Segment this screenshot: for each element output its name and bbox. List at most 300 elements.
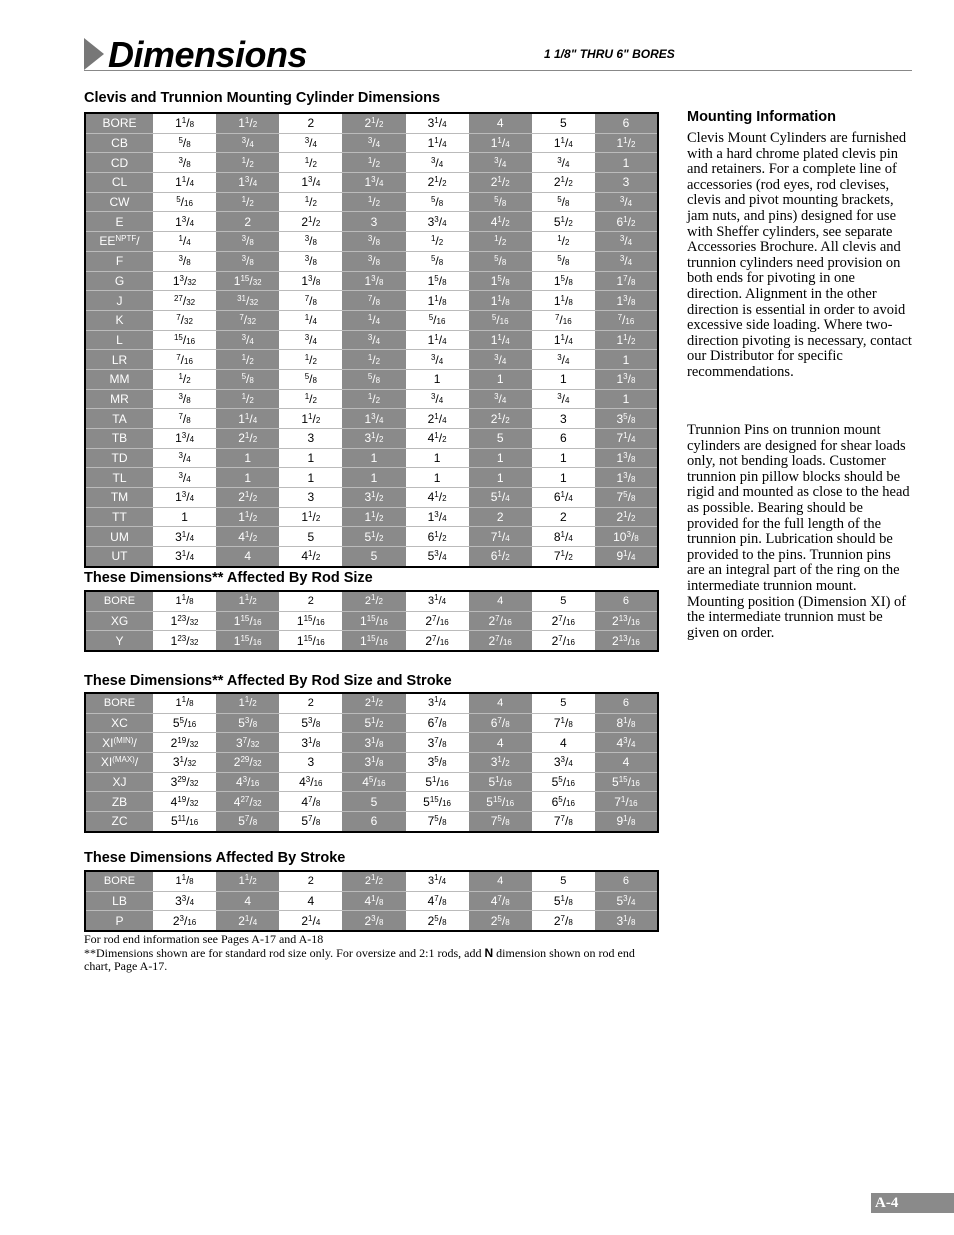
table-cell: $5^{11}/16$ [170, 814, 199, 829]
row-label: LB [85, 891, 153, 911]
table-cell: 4 [216, 891, 279, 911]
table-cell: $4^1/2$ [427, 431, 447, 446]
table-cell: 6 [595, 693, 658, 713]
table-cell: $6^5/16$ [551, 794, 575, 809]
table-cell: $1^3/8$ [301, 273, 321, 288]
table-cell: 5 [469, 429, 532, 449]
table-cell: $3^1/8$ [342, 733, 405, 753]
table-cell: 1 [595, 153, 658, 173]
table-cell: 5 [307, 529, 315, 544]
table-cell: 6 [595, 591, 658, 611]
table-cell: 1 [559, 451, 567, 466]
table-cell: $8^1/4$ [553, 529, 573, 544]
table-cell: $^3$/8 [216, 232, 279, 252]
table-cell: $^{31}$/32 [216, 291, 279, 311]
table-row [85, 350, 658, 370]
table-cell: $1^5/8$ [469, 271, 532, 291]
table-cell: $5^7/8$ [301, 814, 321, 829]
row-label: CB [85, 133, 153, 153]
table-cell: 1 [469, 468, 532, 488]
table-row [85, 507, 658, 527]
table-cell: $3^7/8$ [427, 735, 447, 750]
table-cell: 6 [559, 431, 567, 446]
table-cell: $^3$/4 [216, 330, 279, 350]
dimension-table [84, 112, 659, 568]
row-label: UT [85, 547, 153, 567]
table-cell: $8^1/8$ [595, 713, 658, 733]
table-row [85, 812, 658, 832]
table-cell: $2^1/4$ [301, 913, 321, 928]
arrow-icon [84, 38, 104, 70]
table-cell: $^1$/2 [304, 391, 317, 406]
table-cell: 4 [469, 591, 532, 611]
table-cell: $5^1/2$ [553, 214, 573, 229]
table-cell: 4 [469, 693, 532, 713]
table-cell: $1^3/4$ [301, 175, 321, 190]
table-row [85, 693, 658, 713]
table-row [85, 871, 658, 891]
table-cell: $2^1/2$ [342, 113, 405, 133]
page-header [84, 34, 912, 75]
table-cell: $3^1/4$ [175, 549, 195, 564]
table-cell: $3^1/8$ [301, 735, 321, 750]
table-cell: $2^{13}/16$ [595, 631, 658, 651]
row-label: L [85, 330, 153, 350]
footnotes [84, 933, 644, 974]
table-cell: $1^3/8$ [595, 291, 658, 311]
row-label: TM [85, 488, 153, 508]
table-cell: 2 [216, 212, 279, 232]
table-cell: $5^1/8$ [553, 894, 573, 909]
table-cell: $^5$/8 [216, 369, 279, 389]
row-label: MM [85, 369, 153, 389]
table-cell: $1^3/32$ [172, 273, 197, 288]
table-cell: $1^1/2$ [216, 113, 279, 133]
table-cell: 5 [560, 697, 567, 710]
table-cell: $7^1/16$ [595, 792, 658, 812]
table-cell: $3^7/32$ [216, 733, 279, 753]
row-label: TL [85, 468, 153, 488]
table-cell: $2^7/16$ [469, 631, 532, 651]
table-cell: $5^3/4$ [595, 891, 658, 911]
table-row [85, 212, 658, 232]
table-cell: $^7$/32 [176, 313, 193, 328]
table-cell: $2^1/2$ [595, 507, 658, 527]
table-cell: $2^7/16$ [469, 611, 532, 631]
table-title: Clevis and Trunnion Mounting Cylinder Dimensions [84, 90, 441, 106]
row-label: E [85, 212, 153, 232]
table-cell: $5^{15}/16$ [595, 772, 658, 792]
table-cell: 2 [307, 116, 315, 131]
table-cell: $1^1/2$ [595, 330, 658, 350]
table-cell: $3^1/8$ [595, 911, 658, 931]
table-cell: $1^1/8$ [469, 291, 532, 311]
table-cell: $^1$/2 [342, 192, 405, 212]
table-cell: 1 [595, 350, 658, 370]
table-cell: $3^1/2$ [342, 488, 405, 508]
row-label: TB [85, 429, 153, 449]
table-cell: 2 [307, 875, 314, 888]
table-cell: $^3$/4 [595, 232, 658, 252]
footnote-dimension-n: N [484, 945, 494, 960]
table-cell: 1 [216, 448, 279, 468]
table-cell: $^1$/2 [304, 155, 317, 170]
table-cell: $2^1/2$ [216, 488, 279, 508]
table-cell: $5^3/8$ [216, 713, 279, 733]
table-title: These Dimensions Affected By Stroke [84, 850, 346, 866]
page-number: A-4 [871, 1193, 954, 1213]
row-label: CL [85, 173, 153, 193]
table-cell: $^5$/8 [342, 369, 405, 389]
table-cell: 2 [307, 697, 314, 710]
table-cell: $7^1/2$ [553, 549, 573, 564]
mounting-info-paragraph-2: Trunnion Pins on trunnion mount cylinders are designed for shear loads only, not bending loads. Customer trunnion pin pillow blocks should be rigid and mounted as close to the head as possible. Bearing should be provided for the full length of the trunnion pin. Lubrication should be provided to the pins. Trunnion pins are an integral part of the ring on the intermediate trunnion mount. Mounting position (Dimension XI) of the intermediate trunnion must be given on order. [687, 422, 910, 641]
table-cell: $2^1/2$ [216, 429, 279, 449]
table-cell: $4^5/16$ [342, 772, 405, 792]
table-cell: $^3$/8 [178, 391, 191, 406]
table-cell: $1^1/2$ [216, 591, 279, 611]
table-cell: $2^1/2$ [427, 175, 447, 190]
table-cell: $5^3/4$ [427, 549, 447, 564]
table-cell: $^7$/8 [304, 293, 317, 308]
table-cell: $1^{15}/16$ [216, 611, 279, 631]
row-label: G [85, 271, 153, 291]
table-cell: $1^{15}/16$ [296, 614, 325, 629]
footnote-text-c: dimension shown on rod end chart, Page A-17. [84, 945, 635, 973]
table-cell: 2 [307, 595, 314, 608]
table-cell: $1^1/8$ [427, 293, 447, 308]
table-cell: $1^5/8$ [427, 273, 447, 288]
table-cell: 1 [469, 369, 532, 389]
table-cell: $^7$/16 [176, 352, 193, 367]
table-cell: $3^1/4$ [427, 116, 447, 131]
table-cell: $1^{23}/32$ [170, 614, 199, 629]
table-row [85, 547, 658, 567]
row-label: XJ [85, 772, 153, 792]
table-cell: $1^1/4$ [469, 133, 532, 153]
table-row [85, 527, 658, 547]
table-row [85, 113, 658, 133]
table-cell: 3 [307, 490, 315, 505]
table-row [85, 330, 658, 350]
table-cell: $1^1/4$ [175, 175, 195, 190]
table-cell: $1^3/4$ [216, 173, 279, 193]
table-cell: $2^7/16$ [425, 614, 449, 629]
table-cell: $1^1/4$ [553, 136, 573, 151]
table-cell: 2 [559, 510, 567, 525]
row-label: UM [85, 527, 153, 547]
table-cell: $^{15}$/16 [173, 332, 196, 347]
table-cell: $5^1/16$ [425, 775, 449, 790]
table-cell: $7^1/8$ [553, 716, 573, 731]
table-cell: $^7$/16 [595, 310, 658, 330]
table-cell: $2^7/16$ [551, 633, 575, 648]
row-label: CD [85, 153, 153, 173]
row-label: TA [85, 409, 153, 429]
table-cell: $1^{15}/16$ [342, 631, 405, 651]
table-cell: 4 [216, 547, 279, 567]
table-cell: $^5$/16 [176, 195, 193, 210]
table-cell: $7^1/4$ [595, 429, 658, 449]
table-cell: $1^{23}/32$ [170, 633, 199, 648]
table-cell: $2^5/8$ [427, 913, 447, 928]
table-cell: $3^1/4$ [175, 529, 195, 544]
table-cell: $^1$/2 [469, 232, 532, 252]
table-cell: $^5$/16 [428, 313, 446, 328]
table-cell: $^5$/8 [430, 195, 444, 210]
page-title: Dimensions [108, 34, 308, 75]
row-label: K [85, 310, 153, 330]
row-label: TD [85, 448, 153, 468]
row-label: F [85, 251, 153, 271]
table-title: These Dimensions** Affected By Rod Size and Stroke [84, 673, 452, 689]
table-cell: $^3$/4 [557, 155, 570, 170]
table-cell: $^5$/8 [557, 254, 570, 269]
table-cell: $4^1/8$ [342, 891, 405, 911]
table-cell: $5^1/4$ [469, 488, 532, 508]
table-row [85, 310, 658, 330]
table-cell: $6^7/8$ [427, 716, 447, 731]
table-cell: $^1$/2 [342, 153, 405, 173]
table-cell: $^3$/4 [469, 350, 532, 370]
table-cell: $3^5/8$ [595, 409, 658, 429]
row-label: $EE^{NPTF}/$ [85, 232, 153, 252]
table-cell: 1 [559, 372, 567, 387]
table-cell: $5^7/8$ [216, 812, 279, 832]
row-label: ZB [85, 792, 153, 812]
table-cell: $1^1/4$ [427, 332, 447, 347]
table-cell: $1^5/8$ [553, 273, 573, 288]
table-cell: $3^1/8$ [342, 753, 405, 773]
table-cell: $4^7/8$ [427, 894, 447, 909]
table-cell: $2^1/2$ [469, 173, 532, 193]
table-cell: $^3$/4 [430, 391, 444, 406]
table-row [85, 713, 658, 733]
table-cell: $1^1/4$ [216, 409, 279, 429]
table-cell: $2^3/16$ [172, 913, 197, 928]
table-row [85, 488, 658, 508]
table-cell: $^3$/4 [178, 470, 191, 485]
table-row [85, 631, 658, 651]
table-row [85, 153, 658, 173]
page-subtitle [544, 47, 675, 61]
table-cell: $4^7/8$ [469, 891, 532, 911]
table-cell: $^3$/4 [557, 352, 570, 367]
table-cell: $9^1/4$ [595, 547, 658, 567]
table-cell: $1^1/8$ [553, 293, 573, 308]
table-cell: $4^3/16$ [299, 775, 323, 790]
table-cell: $^1$/4 [342, 310, 405, 330]
table-cell: $^3$/8 [178, 254, 191, 269]
table-cell: $3^3/4$ [427, 214, 447, 229]
table-cell: 3 [307, 431, 315, 446]
table-cell: 1 [181, 510, 188, 525]
table-cell: $5^1/2$ [342, 713, 405, 733]
row-label: XC [85, 713, 153, 733]
row-label: J [85, 291, 153, 311]
table-cell: 4 [307, 894, 315, 909]
table-cell: 1 [307, 470, 315, 485]
table-cell: 1 [469, 448, 532, 468]
table-cell: 3 [559, 411, 567, 426]
table-cell: $4^1/2$ [469, 212, 532, 232]
table-cell: $2^5/8$ [469, 911, 532, 931]
row-label: $XI^{(MIN)}/$ [85, 733, 153, 753]
table-cell: 1 [216, 468, 279, 488]
table-cell: $^3$/8 [216, 251, 279, 271]
table-cell: $^1$/2 [304, 352, 317, 367]
row-label: LR [85, 350, 153, 370]
subtitle-text: 1 1/8" THRU 6" BORES [544, 47, 675, 61]
table-cell: $^3$/4 [469, 153, 532, 173]
table-cell: $5^1/16$ [469, 772, 532, 792]
row-label: $XI^{(MAX)}/$ [85, 753, 153, 773]
table-row [85, 409, 658, 429]
row-label: BORE [85, 693, 153, 713]
table-cell: 1 [433, 470, 441, 485]
table-cell: $1^3/8$ [595, 448, 658, 468]
table-cell: $2^7/16$ [425, 633, 449, 648]
table-row [85, 369, 658, 389]
table-cell: 4 [469, 733, 532, 753]
row-label: BORE [85, 871, 153, 891]
table-cell: $^3$/8 [342, 251, 405, 271]
table-row [85, 753, 658, 773]
table-cell: $7^5/8$ [427, 814, 447, 829]
table-cell: $1^1/2$ [216, 871, 279, 891]
table-row [85, 429, 658, 449]
table-cell: $5^{15}/16$ [423, 794, 451, 809]
table-cell: $1^3/4$ [342, 409, 405, 429]
table-cell: $^5$/8 [469, 251, 532, 271]
row-label: MR [85, 389, 153, 409]
table-cell: $^1$/4 [304, 313, 317, 328]
table-cell: $^1$/2 [178, 372, 191, 387]
table-cell: 3 [342, 212, 405, 232]
table-cell: 5 [342, 547, 405, 567]
table-cell: $4^1/2$ [427, 490, 447, 505]
table-cell: $3^{29}/32$ [170, 775, 199, 790]
table-row [85, 911, 658, 931]
table-row [85, 772, 658, 792]
table-row [85, 133, 658, 153]
table-cell: 5 [560, 595, 567, 608]
table-cell: $1^1/8$ [175, 873, 194, 888]
table-cell: 4 [469, 871, 532, 891]
table-cell: $2^{29}/32$ [216, 753, 279, 773]
table-cell: $^5$/16 [469, 310, 532, 330]
table-cell: 1 [595, 389, 658, 409]
table-row [85, 251, 658, 271]
table-cell: $2^1/4$ [427, 411, 447, 426]
table-cell: $1^1/8$ [175, 695, 194, 710]
table-cell: $^3$/8 [304, 234, 317, 249]
table-cell: $^3$/8 [304, 254, 317, 269]
table-cell: $^1$/2 [304, 195, 317, 210]
table-cell: $2^3/8$ [342, 911, 405, 931]
row-label: P [85, 911, 153, 931]
table-cell: 1 [342, 448, 405, 468]
table-row [85, 291, 658, 311]
table-cell: $5^5/16$ [172, 716, 197, 731]
table-row [85, 232, 658, 252]
table-cell: $10^3/8$ [595, 527, 658, 547]
table-cell: $^1$/2 [216, 192, 279, 212]
table-cell: $1^{15}/16$ [342, 611, 405, 631]
table-cell: $^3$/4 [342, 133, 405, 153]
table-cell: $^1$/2 [216, 389, 279, 409]
table-cell: $^3$/4 [216, 133, 279, 153]
table-cell: 5 [559, 116, 567, 131]
table-cell: $3^1/32$ [172, 755, 197, 770]
table-cell: $1^{15}/32$ [216, 271, 279, 291]
row-label: XG [85, 611, 153, 631]
table-cell: $^{27}$/32 [173, 293, 196, 308]
table-cell: $5^{15}/16$ [469, 792, 532, 812]
table-cell: $^3$/8 [342, 232, 405, 252]
table-cell: 1 [559, 470, 567, 485]
table-cell: $^1$/2 [557, 234, 570, 249]
row-label: TT [85, 507, 153, 527]
table-cell: $^3$/4 [469, 389, 532, 409]
table-cell: $4^{19}/32$ [170, 794, 199, 809]
table-cell: $7^1/4$ [469, 527, 532, 547]
table-cell: $1^3/4$ [427, 510, 447, 525]
table-row [85, 389, 658, 409]
table-cell: $^3$/4 [430, 155, 444, 170]
table-cell: $1^3/4$ [175, 431, 195, 446]
table-cell: $1^3/8$ [595, 369, 658, 389]
table-cell: $^3$/4 [595, 251, 658, 271]
table-cell: $1^3/4$ [175, 490, 195, 505]
table-cell: $2^7/8$ [553, 913, 573, 928]
table-cell: $^7$/8 [178, 411, 191, 426]
table-cell: $1^1/2$ [301, 510, 321, 525]
table-cell: $^1$/2 [216, 350, 279, 370]
table-cell: 1 [433, 372, 441, 387]
table-cell: $^5$/8 [557, 195, 570, 210]
table-cell: $^3$/4 [430, 352, 444, 367]
table-cell: $^5$/8 [469, 192, 532, 212]
table-cell: $1^1/2$ [216, 507, 279, 527]
row-label: BORE [85, 591, 153, 611]
table-cell: 1 [433, 451, 441, 466]
mounting-info-paragraph-1: Clevis Mount Cylinders are furnished with a hard chrome plated clevis pin and retainers. For a complete line of accessories (rod eyes, rod clevises, clevis and pivot mounting brackets, jam nuts, and pins) designed for use with Sheffer cylinders, see separate Accessories Brochure. All clevis and trunnion cylinders need provision on both ends for pivoting in one direction. Alignment in the other direction is essential in order to avoid excessive side loading. Where two-direction pivoting is necessary, contact our Distributor for specific recommendations. [687, 130, 912, 380]
table-cell: $6^1/2$ [427, 529, 447, 544]
table-cell: $1^3/4$ [342, 173, 405, 193]
table-cell: $6^1/2$ [595, 212, 658, 232]
table-cell: $^7$/16 [554, 313, 572, 328]
table-row [85, 271, 658, 291]
table-cell: $2^7/16$ [551, 614, 575, 629]
table-cell: $4^{27}/32$ [216, 792, 279, 812]
table-cell: $2^1/2$ [342, 871, 405, 891]
table-cell: $2^1/2$ [342, 693, 405, 713]
table-cell: $5^5/16$ [551, 775, 575, 790]
table-cell: 4 [559, 735, 567, 750]
table-cell: 1 [342, 468, 405, 488]
table-cell: 3 [307, 755, 315, 770]
table-cell: $2^1/4$ [216, 911, 279, 931]
table-cell: $3^1/4$ [428, 695, 447, 710]
footnote-rod-end: For rod end information see Pages A-17 and A-18 [84, 932, 324, 946]
table-cell: $2^1/2$ [469, 409, 532, 429]
table-cell: $^3$/4 [557, 391, 570, 406]
table-cell: $1^{15}/16$ [296, 633, 325, 648]
table-cell: $1^1/2$ [216, 693, 279, 713]
table-cell: $^7$/8 [342, 291, 405, 311]
dimension-table [84, 870, 659, 932]
